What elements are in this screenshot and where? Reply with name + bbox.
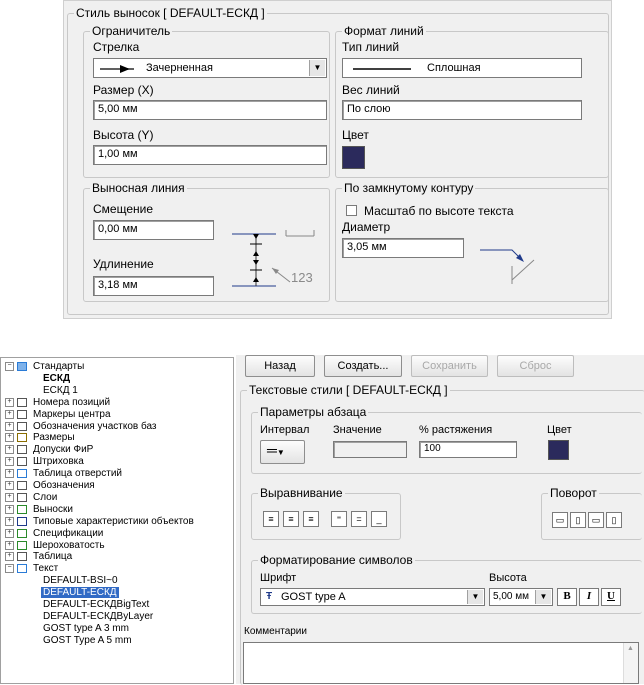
- font-value: GOST type A: [281, 591, 346, 603]
- expand-icon[interactable]: +: [5, 493, 14, 502]
- line-color-swatch[interactable]: [342, 146, 365, 169]
- tree-item-label: Спецификации: [33, 527, 104, 539]
- line-weight-label: Вес линий: [342, 83, 400, 97]
- closed-contour-legend: По замкнутому контуру: [344, 181, 474, 195]
- tree-item-label: Таблица отверстий: [33, 468, 122, 480]
- tree-item-label: Допуски ФиР: [33, 444, 94, 456]
- reset-button[interactable]: Сброс: [497, 355, 574, 377]
- save-button[interactable]: Сохранить: [411, 355, 488, 377]
- category-icon: [17, 362, 27, 371]
- bold-button[interactable]: B: [557, 588, 577, 606]
- expand-icon[interactable]: +: [5, 541, 14, 550]
- expand-icon[interactable]: +: [5, 445, 14, 454]
- value-field[interactable]: [333, 441, 407, 458]
- tree-item-label: Типовые характеристики объектов: [33, 515, 194, 527]
- align-bottom-button[interactable]: _: [371, 511, 387, 527]
- tree-item[interactable]: [1, 373, 231, 384]
- limiter-legend: Ограничитель: [92, 24, 171, 38]
- rotation-legend: Поворот: [550, 486, 597, 500]
- paragraph-legend: Параметры абзаца: [260, 405, 367, 419]
- char-format-legend: Форматирование символов: [260, 553, 413, 567]
- expand-icon[interactable]: +: [5, 529, 14, 538]
- tree-item-label: Выноски: [33, 503, 73, 515]
- tree-item[interactable]: [1, 528, 231, 539]
- offset-label: Смещение: [93, 202, 154, 216]
- scale-by-text-height-checkbox[interactable]: [346, 205, 357, 216]
- tree-item-label: Штриховка: [33, 456, 84, 468]
- category-icon: [17, 552, 27, 561]
- text-styles-title: Текстовые стили [ DEFAULT-ЕСКД ]: [249, 383, 448, 397]
- line-type-combo[interactable]: [342, 58, 582, 78]
- category-icon: [17, 564, 27, 573]
- line-format-legend: Формат линий: [344, 24, 424, 38]
- category-icon: [17, 469, 27, 478]
- tree-item[interactable]: [1, 397, 231, 408]
- tree-item-label: Шероховатость: [33, 539, 105, 551]
- value-label: Значение: [333, 424, 382, 436]
- tree-item[interactable]: [1, 551, 231, 562]
- category-icon: [17, 398, 27, 407]
- solid-line-preview-icon: [353, 67, 413, 71]
- arrow-preview-icon: [100, 64, 136, 74]
- align-right-button[interactable]: ≡: [303, 511, 319, 527]
- category-icon: [17, 529, 27, 538]
- text-color-swatch[interactable]: [548, 440, 569, 460]
- expand-icon[interactable]: +: [5, 481, 14, 490]
- category-icon: [17, 445, 27, 454]
- italic-button[interactable]: I: [579, 588, 599, 606]
- tree-item-label: Размеры: [33, 432, 75, 444]
- collapse-icon[interactable]: −: [5, 362, 14, 371]
- tree-item[interactable]: [1, 563, 231, 574]
- size-label: Размер (X): [93, 83, 154, 97]
- tree-item[interactable]: [1, 611, 231, 622]
- alignment-legend: Выравнивание: [260, 486, 343, 500]
- dropdown-arrow-icon: ▼: [276, 448, 285, 457]
- preview-number: 123: [291, 270, 313, 285]
- tree-item[interactable]: [1, 623, 231, 634]
- tree-item[interactable]: [1, 587, 231, 598]
- rotate-180-button[interactable]: ▭: [588, 512, 604, 528]
- tree-item-label: GOST Type A 5 mm: [43, 634, 132, 646]
- tree-item[interactable]: [1, 468, 231, 479]
- tree-item[interactable]: [1, 540, 231, 551]
- expand-icon[interactable]: +: [5, 552, 14, 561]
- tree-item[interactable]: [1, 456, 231, 467]
- align-center-button[interactable]: ≡: [283, 511, 299, 527]
- contour-preview-diagram: [474, 236, 564, 286]
- tree-item[interactable]: [1, 504, 231, 515]
- category-icon: [17, 517, 27, 526]
- arrow-type-value: Зачерненная: [146, 62, 213, 74]
- category-icon: [17, 541, 27, 550]
- line-type-label: Тип линий: [342, 40, 400, 54]
- tree-item-label: Обозначения: [33, 480, 95, 491]
- tree-item[interactable]: [1, 421, 231, 432]
- category-icon: [17, 493, 27, 502]
- expand-icon[interactable]: +: [5, 457, 14, 466]
- tree-item[interactable]: [1, 444, 231, 455]
- underline-button[interactable]: U: [601, 588, 621, 606]
- collapse-icon[interactable]: −: [5, 564, 14, 573]
- extension-label: Удлинение: [93, 257, 154, 271]
- height-label: Высота (Y): [93, 128, 154, 142]
- tree-item-label: DEFAULT-ЕСКДByLayer: [43, 610, 154, 622]
- comments-scrollbar[interactable]: [623, 643, 638, 683]
- tree-item-label: ЕСКД 1: [43, 384, 78, 396]
- styles-tree[interactable]: [0, 357, 234, 684]
- expand-icon[interactable]: +: [5, 398, 14, 407]
- line-spacing-icon: ═: [267, 442, 277, 458]
- extension-field[interactable]: 3,18 мм: [93, 276, 214, 296]
- tree-item[interactable]: [1, 575, 231, 586]
- align-left-button[interactable]: ≡: [263, 511, 279, 527]
- align-top-button[interactable]: ⁼: [331, 511, 347, 527]
- tree-item[interactable]: [1, 635, 231, 646]
- interval-dropdown[interactable]: [260, 440, 305, 464]
- tree-item-label: DEFAULT-ЕСКД: [43, 587, 117, 599]
- comments-label: Комментарии: [244, 626, 307, 637]
- tree-item[interactable]: [1, 599, 231, 610]
- tree-item-label: Обозначения участков баз: [33, 420, 157, 432]
- comments-textarea[interactable]: [243, 642, 639, 684]
- tree-item-label: Слои: [33, 491, 58, 503]
- tree-item-label: DEFAULT-ЕСКДBigText: [43, 599, 150, 610]
- ext-line-legend: Выносная линия: [92, 181, 185, 195]
- tree-item[interactable]: [1, 492, 231, 503]
- expand-icon[interactable]: +: [5, 469, 14, 478]
- rotate-0-button[interactable]: ▭: [552, 512, 568, 528]
- expand-icon[interactable]: +: [5, 517, 14, 526]
- align-middle-button[interactable]: =: [351, 511, 367, 527]
- tree-item[interactable]: [1, 409, 231, 420]
- tree-item-label: Стандарты: [33, 361, 85, 372]
- expand-icon[interactable]: +: [5, 422, 14, 431]
- line-type-value: Сплошная: [427, 62, 481, 74]
- category-icon: [17, 433, 27, 442]
- stretch-label: % растяжения: [419, 424, 493, 436]
- offset-field[interactable]: 0,00 мм: [93, 220, 214, 240]
- tree-item[interactable]: [1, 432, 231, 443]
- tree-item-label: GOST type A 3 mm: [43, 622, 129, 634]
- interval-label: Интервал: [260, 424, 310, 436]
- truetype-icon: Ŧ: [266, 591, 273, 602]
- diameter-label: Диаметр: [342, 220, 391, 234]
- stretch-field[interactable]: 100: [419, 441, 517, 458]
- tree-item-label: Текст: [33, 563, 59, 575]
- create-button[interactable]: Создать...: [324, 355, 402, 377]
- back-button[interactable]: Назад: [245, 355, 315, 377]
- scale-by-text-height-label: Масштаб по высоте текста: [364, 204, 514, 218]
- text-height-value: 5,00 мм: [493, 591, 529, 602]
- text-color-label: Цвет: [547, 424, 572, 436]
- tree-item[interactable]: [1, 480, 231, 491]
- font-label: Шрифт: [260, 572, 297, 584]
- category-icon: [17, 410, 27, 419]
- tree-item[interactable]: [1, 516, 231, 527]
- expand-icon[interactable]: +: [5, 410, 14, 419]
- height-field[interactable]: 1,00 мм: [93, 145, 327, 165]
- size-field[interactable]: 5,00 мм: [93, 100, 327, 120]
- text-height-label: Высота: [489, 572, 527, 584]
- tree-item[interactable]: [1, 385, 231, 396]
- rotate-270-button[interactable]: ▯: [606, 512, 622, 528]
- line-weight-field[interactable]: По слою: [342, 100, 582, 120]
- arrow-type-combo[interactable]: [93, 58, 327, 78]
- line-color-label: Цвет: [342, 128, 369, 142]
- arrow-label: Стрелка: [93, 40, 140, 54]
- text-height-combo[interactable]: [489, 588, 553, 606]
- chevron-down-icon[interactable]: ▼: [309, 60, 325, 76]
- tree-item[interactable]: [1, 361, 231, 372]
- rotate-90-button[interactable]: ▯: [570, 512, 586, 528]
- expand-icon[interactable]: +: [5, 505, 14, 514]
- diameter-field[interactable]: 3,05 мм: [342, 238, 464, 258]
- tree-item-label: Таблица: [33, 551, 73, 563]
- leader-style-title: Стиль выносок [ DEFAULT-ЕСКД ]: [76, 6, 265, 20]
- scroll-up-icon[interactable]: ▲: [627, 645, 634, 652]
- tree-item-label: ЕСКД: [43, 372, 71, 384]
- category-icon: [17, 422, 27, 431]
- height-chevron-down-icon[interactable]: ▼: [535, 590, 551, 604]
- expand-icon[interactable]: +: [5, 433, 14, 442]
- font-combo[interactable]: [260, 588, 485, 606]
- tree-item-label: DEFAULT-BSI~0: [43, 575, 118, 587]
- category-icon: [17, 481, 27, 490]
- category-icon: [17, 457, 27, 466]
- ext-line-preview-diagram: [228, 220, 328, 298]
- tree-item-label: Маркеры центра: [33, 408, 111, 420]
- tree-item-label: Номера позиций: [33, 396, 111, 408]
- font-chevron-down-icon[interactable]: ▼: [467, 590, 483, 604]
- category-icon: [17, 505, 27, 514]
